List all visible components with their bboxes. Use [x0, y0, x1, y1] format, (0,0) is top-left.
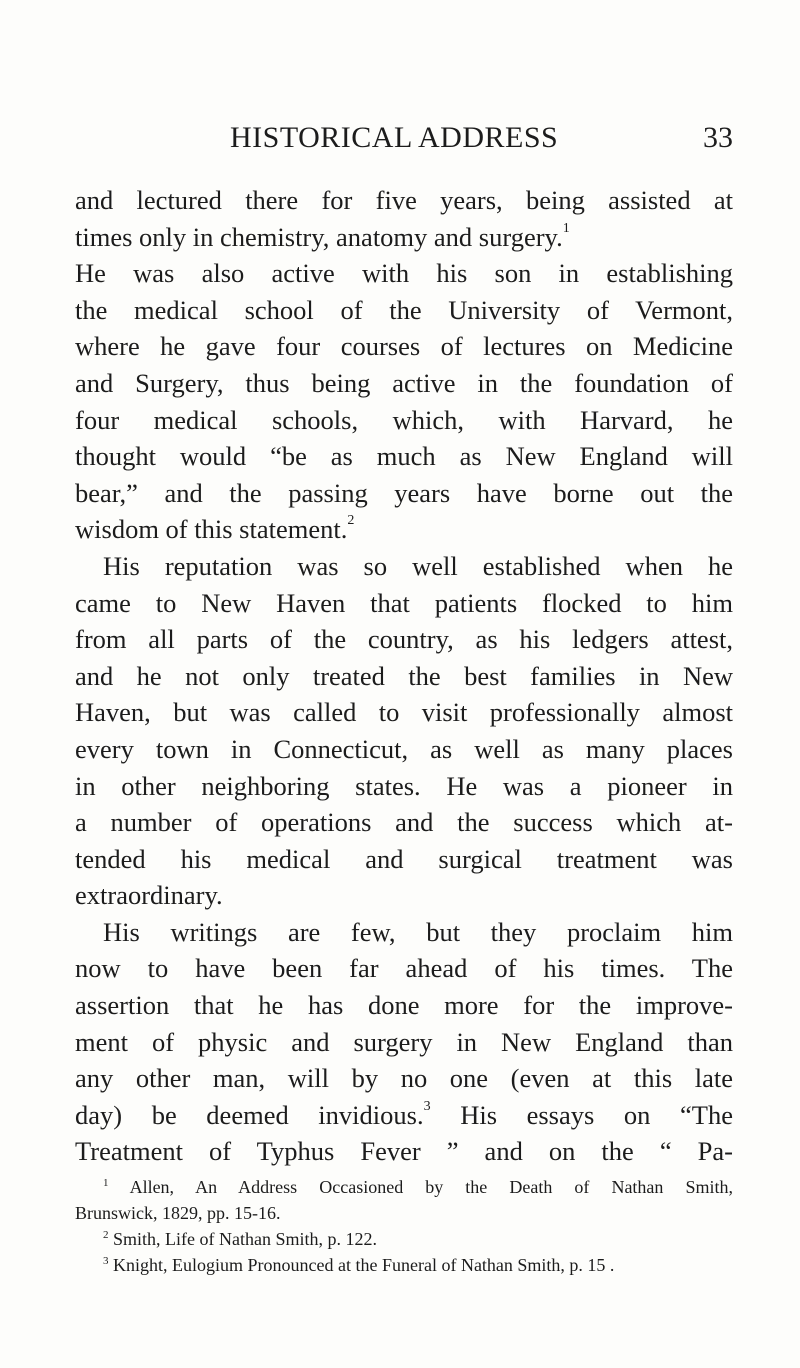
text-line-content: bear,” and the passing years have borne out the [75, 477, 733, 508]
footnote-reference: 2 [347, 513, 355, 529]
text-line [75, 914, 733, 951]
text-line-content: extraordinary. [75, 880, 223, 911]
footnote-line [75, 1200, 733, 1226]
text-line-content: in other neighboring states. He was a pioneer in [75, 770, 733, 801]
text-line [75, 621, 733, 658]
footnote-line [75, 1174, 733, 1200]
footnote-text: Knight, Eulogium Pronounced at the Funeral of Nathan Smith, p. 15 . [108, 1255, 615, 1275]
text-line [75, 768, 733, 805]
paragraph [75, 182, 733, 548]
footnote-number: 3 [103, 1255, 109, 1267]
text-line [75, 292, 733, 329]
footnote-line [75, 1252, 733, 1278]
text-line [75, 1133, 733, 1170]
text-line [75, 1097, 733, 1134]
text-line [75, 328, 733, 365]
text-line [75, 365, 733, 402]
text-line [75, 1060, 733, 1097]
footnote-text: Brunswick, 1829, pp. 15-16. [75, 1203, 281, 1223]
text-line-content: Haven, but was called to visit professionally almost [75, 697, 733, 728]
text-line [75, 1024, 733, 1061]
text-line-content: wisdom of this statement. [75, 514, 348, 545]
footnote [75, 1226, 733, 1252]
text-line-content: any other man, will by no one (even at this late [75, 1063, 733, 1094]
text-line-content: thought would “be as much as New England will [75, 441, 733, 472]
text-line-content: He was also active with his son in establishing [75, 258, 733, 289]
text-line-content: His writings are few, but they proclaim him [103, 916, 733, 947]
text-line-content: His reputation was so well established when he [103, 550, 733, 581]
text-line [75, 585, 733, 622]
footnote [75, 1174, 733, 1226]
text-line-content: four medical schools, which, with Harvard, he [75, 404, 733, 435]
footnotes [75, 1174, 733, 1278]
text-line-content: ment of physic and surgery in New England than [75, 1026, 733, 1057]
text-line-content: day) be deemed invidious. [75, 1099, 424, 1130]
text-line [75, 694, 733, 731]
text-line [75, 511, 733, 548]
text-line [75, 658, 733, 695]
text-line [75, 219, 733, 256]
footnote [75, 1252, 733, 1278]
page-number: 33 [703, 121, 733, 154]
text-line [75, 438, 733, 475]
text-line-content: tended his medical and surgical treatment was [75, 843, 733, 874]
text-line-content: Treatment of Typhus Fever ” and on the “ Pa- [75, 1136, 733, 1167]
text-line-content: times only in chemistry, anatomy and surgery. [75, 221, 563, 252]
text-line [75, 548, 733, 585]
text-line-content: every town in Connecticut, as well as many places [75, 733, 733, 764]
text-line-content: where he gave four courses of lectures on Medicine [75, 331, 733, 362]
body-text [75, 182, 733, 1170]
text-line-content: came to New Haven that patients flocked to him [75, 587, 733, 618]
text-line [75, 877, 733, 914]
text-line-content: from all parts of the country, as his ledgers attest, [75, 624, 733, 655]
text-line [75, 475, 733, 512]
text-line-content: and he not only treated the best families in New [75, 660, 733, 691]
text-line-tail: His essays on “The [430, 1099, 733, 1130]
text-line [75, 987, 733, 1024]
footnote-number: 2 [103, 1229, 109, 1241]
text-line [75, 182, 733, 219]
paragraph [75, 548, 733, 914]
text-line-content: now to have been far ahead of his times. The [75, 953, 733, 984]
footnote-text: Allen, An Address Occasioned by the Death of Nathan Smith, [108, 1177, 733, 1197]
text-line [75, 731, 733, 768]
text-line-content: and lectured there for five years, being assisted at [75, 185, 733, 215]
text-line [75, 841, 733, 878]
text-line-content: the medical school of the University of Vermont, [75, 294, 733, 325]
footnote-reference: 1 [562, 220, 570, 236]
text-line [75, 804, 733, 841]
text-line [75, 402, 733, 439]
running-head [75, 118, 733, 158]
text-line [75, 950, 733, 987]
footnote-reference: 3 [423, 1098, 431, 1114]
footnote-number: 1 [103, 1177, 109, 1189]
text-line [75, 255, 733, 292]
text-line-content: assertion that he has done more for the improve- [75, 990, 733, 1021]
paragraph [75, 914, 733, 1170]
running-title: HISTORICAL ADDRESS [230, 121, 559, 154]
footnote-text: Smith, Life of Nathan Smith, p. 122. [108, 1229, 377, 1249]
text-line-content: and Surgery, thus being active in the foundation of [75, 367, 733, 398]
footnote-line [75, 1226, 733, 1252]
text-line-content: a number of operations and the success which at- [75, 807, 733, 838]
